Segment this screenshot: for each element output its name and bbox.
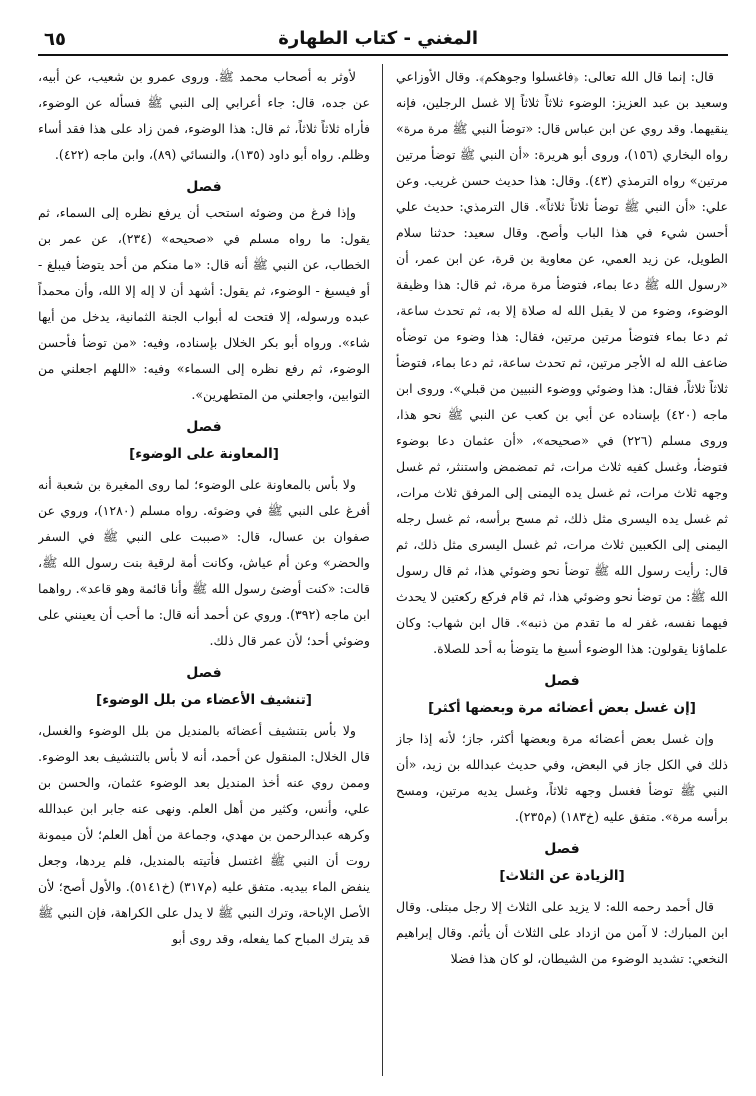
document-page	[38, 28, 728, 1080]
running-header	[38, 28, 728, 56]
paragraph: قال: إنما قال الله تعالى: ﴿فاغسلوا وجوهكم﴾. وقال الأوزاعي وسعيد بن عبد العزيز: الوضوء ثلاثاً ثلاثاً إلا غسل الرجلين، فإنه ينقيهما. وقد روي عن ابن عباس قال: «توضأ النبي ﷺ مرة مرة» رواه البخاري (١٥٦)، وروى أبو هريرة: «أن النبي ﷺ توضأ مرتين مرتين» رواه الترمذي (٤٣). وقال: هذا حديث حسن غريب. وعن علي: «أن النبي ﷺ توضأ ثلاثاً ثلاثاً». قال الترمذي: حديث علي أحسن شيء في هذا الباب وأصح. وقال سعيد: حدثنا سلام الطويل، عن زيد العمي، عن معاوية بن قرة، عن ابن عمر، أن «رسول الله ﷺ دعا بماء، فتوضأ مرة مرة، ثم قال: هذا وظيفة الوضوء، وضوء من لا يقبل الله له صلاة إلا به، ثم تحدث ساعة، ثم دعا بماء فتوضأ مرتين مرتين، فقال: هذا وضوء من توضأه ضاعف الله له الأجر مرتين، ثم تحدث ساعة، ثم دعا بماء، فتوضأ ثلاثاً ثلاثاً، فقال: هذا وضوئي ووضوء النبيين من قبلي». وروى ابن ماجه (٤٢٠) بإسناده عن أبي بن كعب عن النبي ﷺ نحو هذا، وروى مسلم (٢٢٦) في «صحيحه»، «أن عثمان دعا بوضوء فتوضأ، وغسل كفيه ثلاث مرات، ثم تمضمض واستنثر، ثم غسل وجهه ثلاث مرات، ثم غسل يده اليمنى إلى المرفق ثلاث مرات، ثم غسل يده اليسرى مثل ذلك، ثم مسح برأسه، ثم غسل رجله اليمنى إلى الكعبين ثلاث مرات، ثم غسل اليسرى مثل ذلك، ثم قال: رأيت رسول الله ﷺ توضأ نحو وضوئي هذا، ثم قال رسول الله ﷺ: من توضأ نحو وضوئي هذا، ثم قام فركع ركعتين لا يحدث فيهما نفسه، غفر له ما تقدم من ذنبه». قال ابن شهاب: وكان علماؤنا يقولون: هذا الوضوء أسبغ ما يتوضأ به أحد للصلاة.	[396, 69, 728, 656]
paragraph: ولا بأس بالمعاونة على الوضوء؛ لما روى المغيرة بن شعبة أنه أفرغ على النبي ﷺ في وضوئه. رواه مسلم (١٢٨٠)، وروي عن صفوان بن عسال، قال: «صببت على النبي ﷺ في السفر والحضر» وعن أم عياش، وكانت أمة لرقية بنت رسول الله ﷺ، قالت: «كنت أوضئ رسول الله ﷺ وأنا قائمة وهو قاعد». رواهما ابن ماجه (٣٩٢). وروي عن أحمد أنه قال: ما أحب أن يعينني على وضوئي أحد؛ لأن عمر قال ذلك.	[38, 477, 370, 648]
section-heading: فصل	[186, 665, 222, 681]
column-divider	[382, 64, 383, 1076]
section-heading: فصل	[186, 419, 222, 435]
paragraph: ولا بأس بتنشيف أعضائه بالمنديل من بلل الوضوء والغسل، قال الخلال: المنقول عن أحمد، أنه لا بأس بالتنشيف بعد الوضوء. وممن روي عنه أخذ المنديل بعد الوضوء عثمان، والحسن بن علي، وأنس، وكثير من أهل العلم. ونهى عنه جابر ابن عبدالله وكرهه عبدالرحمن بن مهدي، وجماعة من أهل العلم؛ لأن ميمونة روت أن النبي ﷺ اغتسل فأتيته بالمنديل، فلم يردها، وجعل ينفض الماء بيديه. متفق عليه (م٣١٧) (خ٥١٤١). والأول أصح؛ لأن الأصل الإباحة، وترك النبي ﷺ لا يدل على الكراهة، فإن النبي ﷺ قد يترك المباح كما يفعله، وقد روى أبو	[38, 723, 370, 946]
paragraph: لأوثر به أصحاب محمد ﷺ. وروى عمرو بن شعيب، عن أبيه، عن جده، قال: جاء أعرابي إلى النبي ﷺ فسأله عن الوضوء، فأراه ثلاثاً ثلاثاً، ثم قال: هذا الوضوء، فمن زاد على هذا فقد أساء وظلم. رواه أبو داود (١٣٥)، والنسائي (٨٩)، وابن ماجه (٤٢٢).	[38, 69, 370, 162]
left-column	[38, 64, 370, 1076]
right-column	[396, 64, 728, 1076]
text-columns	[38, 64, 728, 1076]
section-subheading: [المعاونة على الوضوء]	[129, 446, 279, 462]
paragraph: وإن غسل بعض أعضائه مرة وبعضها أكثر، جاز؛ لأنه إذا جاز ذلك في الكل جاز في البعض، وفي حديث عبدالله بن زيد، «أن النبي ﷺ توضأ فغسل وجهه ثلاثاً، وغسل يديه مرتين، ومسح برأسه مرة». متفق عليه (خ١٨٣) (م٢٣٥).	[396, 731, 728, 824]
paragraph: وإذا فرغ من وضوئه استحب أن يرفع نظره إلى السماء، ثم يقول: ما رواه مسلم في «صحيحه» (٢٣٤)، عن عمر بن الخطاب، عن النبي ﷺ أنه قال: «ما منكم من أحد يتوضأ فيبلغ - أو فيسبغ - الوضوء، ثم يقول: أشهد أن لا إله إلا الله، وأن محمداً عبده ورسوله، إلا فتحت له أبواب الجنة الثمانية، يدخل من أيها شاء». ورواه أبو بكر الخلال بإسناده، وفيه: «من توضأ فأحسن الوضوء، ثم رفع نظره إلى السماء» وفيه: «اللهم اجعلني من التوابين، واجعلني من المتطهرين».	[38, 205, 370, 402]
section-subheading: [تنشيف الأعضاء من بلل الوضوء]	[96, 692, 312, 708]
section-heading: فصل	[186, 179, 222, 195]
section-subheading: [الزيادة عن الثلاث]	[499, 868, 625, 884]
page-number: ٦٥	[44, 29, 66, 50]
paragraph: قال أحمد رحمه الله: لا يزيد على الثلاث إلا رجل مبتلى. وقال ابن المبارك: لا آمن من ازداد على الثلاث أن يأثم. وقال إبراهيم النخعي: تشديد الوضوء من الشيطان، لو كان هذا فضلا	[396, 899, 728, 966]
section-subheading: [إن غسل بعض أعضائه مرة وبعضها أكثر]	[428, 700, 696, 716]
section-heading: فصل	[544, 673, 580, 689]
section-heading: فصل	[544, 841, 580, 857]
book-title: المغني - كتاب الطهارة	[278, 28, 478, 49]
